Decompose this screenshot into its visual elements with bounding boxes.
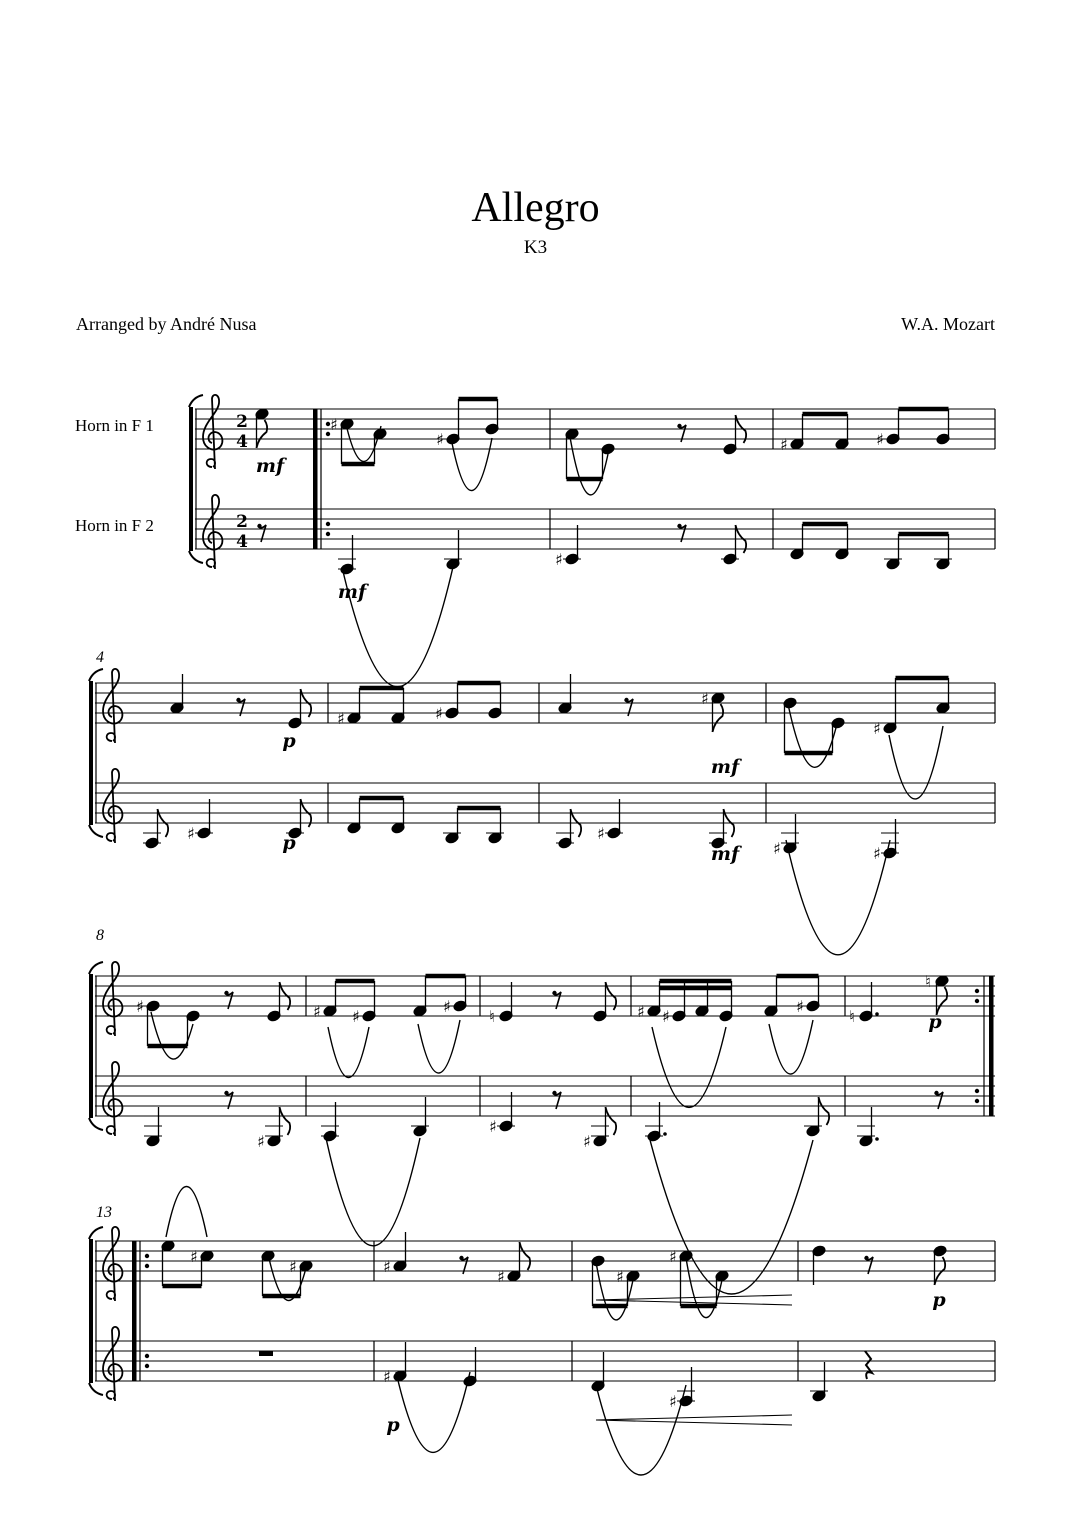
eighth-flag	[713, 704, 724, 732]
augmentation-dot	[875, 1012, 879, 1016]
slur	[166, 1187, 207, 1238]
eighth-rest-dot	[624, 698, 628, 702]
system-bracket	[189, 407, 193, 551]
sharp-icon: ♯	[780, 435, 788, 454]
slur	[326, 1138, 420, 1246]
repeat-dot	[975, 1099, 979, 1103]
eighth-rest-dot	[934, 1091, 938, 1095]
repeat-dot	[975, 1089, 979, 1093]
augmentation-dot	[875, 1137, 879, 1141]
sharp-icon: ♯	[435, 704, 443, 723]
slur	[328, 1027, 369, 1078]
sharp-icon: ♯	[583, 1132, 591, 1151]
sharp-icon: ♯	[701, 689, 709, 708]
dynamic-mf: mf	[255, 455, 285, 477]
time-signature-top: 2	[236, 412, 248, 432]
eighth-rest-dot	[677, 524, 681, 528]
eighth-flag	[257, 420, 268, 448]
instrument-label-horn-2: Horn in F 2	[75, 516, 154, 535]
dynamic-mf: mf	[710, 843, 740, 865]
sharp-icon: ♯	[352, 1007, 360, 1026]
sharp-icon: ♯	[876, 430, 884, 449]
eighth-rest-dot	[864, 1256, 868, 1260]
crescendo-hairpin	[596, 1415, 792, 1425]
sharp-icon: ♯	[873, 844, 881, 863]
dynamic-p: p	[386, 1414, 400, 1436]
treble-clef-path	[103, 1327, 122, 1401]
slur	[151, 1012, 193, 1059]
repeat-dot	[145, 1354, 149, 1358]
augmentation-dot	[663, 1132, 667, 1136]
treble-clef-icon	[103, 669, 122, 743]
treble-clef-path	[203, 495, 222, 569]
treble-clef-icon	[203, 495, 222, 569]
sharp-icon: ♯	[436, 430, 444, 449]
treble-clef-icon	[103, 1227, 122, 1301]
treble-clef-icon	[103, 962, 122, 1036]
sharp-icon: ♯	[190, 1247, 198, 1266]
treble-clef-path	[103, 962, 122, 1036]
sharp-icon: ♯	[873, 719, 881, 738]
sharp-icon: ♯	[662, 1007, 670, 1026]
sharp-icon: ♯	[313, 1002, 321, 1021]
arranger-credit: Arranged by André Nusa	[76, 314, 257, 334]
sharp-icon: ♯	[383, 1257, 391, 1276]
slur	[652, 1027, 726, 1107]
slur	[452, 438, 492, 491]
dynamic-p: p	[282, 730, 296, 752]
eighth-rest-dot	[552, 991, 556, 995]
treble-clef-path	[103, 669, 122, 743]
sharp-icon: ♯	[136, 997, 144, 1016]
repeat-thick-barline	[989, 976, 994, 1116]
repeat-dot	[145, 1264, 149, 1268]
repeat-dot	[145, 1254, 149, 1258]
repeat-dot	[975, 989, 979, 993]
measure-number: 8	[96, 927, 104, 944]
composer-credit: W.A. Mozart	[901, 314, 995, 334]
sharp-icon: ♯	[257, 1132, 265, 1151]
bracket-bottom-hook	[89, 825, 103, 837]
treble-clef-path	[103, 769, 122, 843]
slur	[396, 1372, 470, 1452]
whole-rest-icon	[259, 1351, 273, 1356]
treble-clef-icon	[103, 769, 122, 843]
sharp-icon: ♯	[669, 1392, 677, 1411]
sharp-icon: ♯	[489, 1117, 497, 1136]
sharp-icon: ♯	[187, 824, 195, 843]
sharp-icon: ♯	[337, 709, 345, 728]
sharp-icon: ♯	[443, 997, 451, 1016]
treble-clef-path	[103, 1062, 122, 1136]
eighth-rest-dot	[224, 991, 228, 995]
measure-number: 4	[96, 649, 104, 666]
eighth-rest-dot	[257, 524, 261, 528]
dynamic-mf: mf	[710, 756, 740, 778]
quarter-rest-icon	[865, 1351, 872, 1379]
sharp-icon: ♯	[773, 839, 781, 858]
natural-icon: ♮	[849, 1007, 855, 1026]
sharp-icon: ♯	[597, 824, 605, 843]
treble-clef-icon	[103, 1062, 122, 1136]
system-bracket	[89, 1239, 93, 1383]
dynamic-p: p	[932, 1289, 946, 1311]
bracket-top-hook	[89, 669, 103, 681]
eighth-rest-dot	[224, 1091, 228, 1095]
eighth-rest-dot	[236, 698, 240, 702]
bracket-bottom-hook	[89, 1383, 103, 1395]
natural-icon: ♮	[925, 972, 931, 991]
eighth-flag	[520, 1242, 531, 1270]
system-bracket	[89, 974, 93, 1118]
measure-number: 13	[96, 1204, 112, 1221]
sharp-icon: ♯	[289, 1257, 297, 1276]
bracket-top-hook	[189, 395, 203, 407]
sharp-icon: ♯	[497, 1267, 505, 1286]
eighth-flag	[280, 1107, 291, 1135]
bracket-top-hook	[89, 962, 103, 974]
eighth-rest-dot	[459, 1256, 463, 1260]
repeat-thick-barline	[132, 1241, 137, 1381]
sharp-icon: ♯	[330, 415, 338, 434]
repeat-dot	[975, 999, 979, 1003]
sharp-icon: ♯	[669, 1247, 677, 1266]
treble-clef-path	[203, 395, 222, 469]
time-signature-top: 2	[236, 512, 248, 532]
sharp-icon: ♯	[555, 550, 563, 569]
repeat-dot	[326, 532, 330, 536]
eighth-rest-dot	[677, 424, 681, 428]
system-bracket	[89, 681, 93, 825]
repeat-dot	[326, 522, 330, 526]
sharp-icon: ♯	[616, 1267, 624, 1286]
dynamic-p: p	[928, 1011, 942, 1033]
eighth-rest-dot	[552, 1091, 556, 1095]
natural-icon: ♮	[489, 1007, 495, 1026]
repeat-thick-barline	[313, 409, 318, 549]
instrument-label-horn-1: Horn in F 1	[75, 416, 154, 435]
treble-clef-path	[103, 1227, 122, 1301]
bracket-bottom-hook	[89, 1118, 103, 1130]
treble-clef-icon	[203, 395, 222, 469]
piece-title: Allegro	[471, 185, 600, 231]
sharp-icon: ♯	[796, 997, 804, 1016]
bracket-top-hook	[89, 1227, 103, 1239]
dynamic-mf: mf	[337, 581, 367, 603]
time-signature-bottom: 4	[236, 532, 248, 552]
dynamic-p: p	[282, 832, 296, 854]
eighth-flag	[606, 1107, 617, 1135]
time-signature-bottom: 4	[236, 432, 248, 452]
slur	[889, 726, 943, 799]
sharp-icon: ♯	[637, 1002, 645, 1021]
repeat-dot	[145, 1364, 149, 1368]
slur	[418, 1020, 460, 1073]
slur	[769, 1020, 813, 1074]
bracket-bottom-hook	[189, 551, 203, 563]
sharp-icon: ♯	[383, 1367, 391, 1386]
eighth-flag	[819, 1097, 830, 1125]
piece-subtitle: K3	[523, 237, 548, 258]
treble-clef-icon	[103, 1327, 122, 1401]
